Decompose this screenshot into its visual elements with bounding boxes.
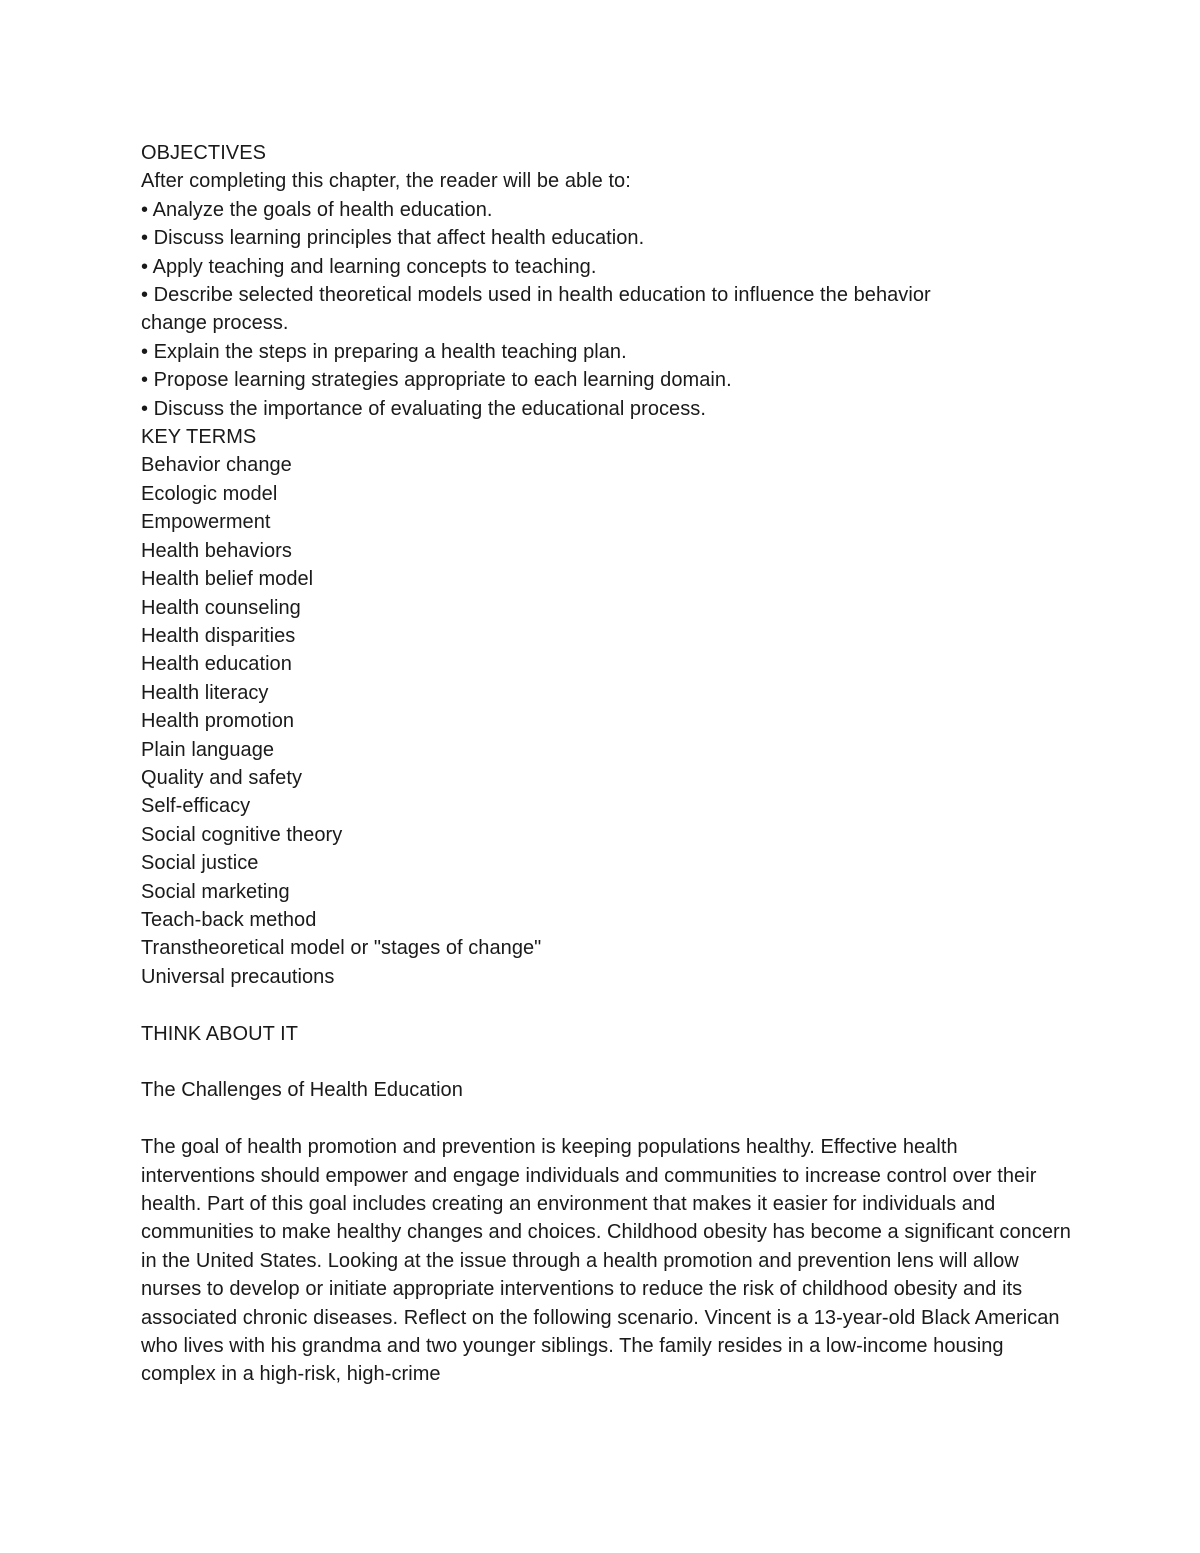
key-term: Health belief model: [141, 568, 314, 591]
objective-text: Describe selected theoretical models used in health education to influence the behavior change process.: [141, 284, 931, 335]
key-term: Transtheoretical model or "stages of change": [141, 937, 542, 960]
objective-item: [141, 366, 1071, 394]
key-term: Health disparities: [141, 624, 296, 647]
objective-item: [141, 196, 1071, 224]
think-about-it-heading: THINK ABOUT IT: [141, 1022, 299, 1045]
spacer: [141, 1048, 1071, 1076]
bullet-icon: •: [141, 255, 149, 278]
key-term: Health promotion: [141, 710, 295, 733]
objective-item: [141, 253, 1071, 281]
spacer: [141, 1105, 1071, 1133]
objective-item: [141, 338, 1071, 366]
key-term: Health education: [141, 653, 292, 676]
key-terms-heading: KEY TERMS: [141, 426, 257, 449]
bullet-icon: •: [141, 227, 149, 250]
bullet-icon: •: [141, 340, 149, 363]
objective-item: [141, 281, 1001, 338]
key-term: Behavior change: [141, 454, 292, 477]
objectives-intro: After completing this chapter, the reader will be able to:: [141, 170, 631, 193]
objective-text: Explain the steps in preparing a health teaching plan.: [153, 340, 627, 363]
key-term: Ecologic model: [141, 482, 278, 505]
key-term: Teach-back method: [141, 908, 317, 931]
bullet-icon: •: [141, 397, 149, 420]
objective-text: Analyze the goals of health education.: [152, 198, 493, 221]
bullet-icon: •: [141, 198, 149, 221]
key-term: Self-efficacy: [141, 795, 251, 818]
key-terms-list: [141, 451, 1071, 991]
key-term: Universal precautions: [141, 965, 335, 988]
key-term: Plain language: [141, 738, 275, 761]
key-term: Health literacy: [141, 681, 269, 704]
bullet-icon: •: [141, 284, 149, 307]
objectives-list: [141, 196, 1071, 423]
bullet-icon: •: [141, 369, 149, 392]
key-term: Social cognitive theory: [141, 823, 343, 846]
key-term: Health behaviors: [141, 539, 292, 562]
objective-item: [141, 224, 1071, 252]
objective-item: [141, 395, 1071, 423]
document-page: [141, 139, 1071, 1389]
objective-text: Discuss learning principles that affect health education.: [153, 227, 645, 250]
objective-text: Discuss the importance of evaluating the educational process.: [153, 397, 706, 420]
key-term: Health counseling: [141, 596, 301, 619]
key-term: Empowerment: [141, 511, 271, 534]
key-term: Social marketing: [141, 880, 290, 903]
objectives-heading: OBJECTIVES: [141, 142, 266, 164]
section-subtitle: The Challenges of Health Education: [141, 1079, 463, 1102]
objective-text: Apply teaching and learning concepts to teaching.: [152, 255, 597, 278]
key-term: Social justice: [141, 852, 259, 875]
spacer: [141, 991, 1071, 1019]
objective-text: Propose learning strategies appropriate to each learning domain.: [153, 369, 732, 392]
key-term: Quality and safety: [141, 766, 302, 789]
body-paragraph: The goal of health promotion and prevention is keeping populations healthy. Effective health interventions should empower and engage individuals and communities to increase control over their health. Part of this goal includes creating an environment that makes it easier for individuals and communities to make healthy changes and choices. Childhood obesity has become a significant concern in the United States. Looking at the issue through a health promotion and prevention lens will allow nurses to develop or initiate appropriate interventions to reduce the risk of childhood obesity and its associated chronic diseases. Reflect on the following scenario. Vincent is a 13-year-old Black American who lives with his grandma and two younger siblings. The family resides in a low-income housing complex in a high-risk, high-crime: [141, 1136, 1071, 1386]
